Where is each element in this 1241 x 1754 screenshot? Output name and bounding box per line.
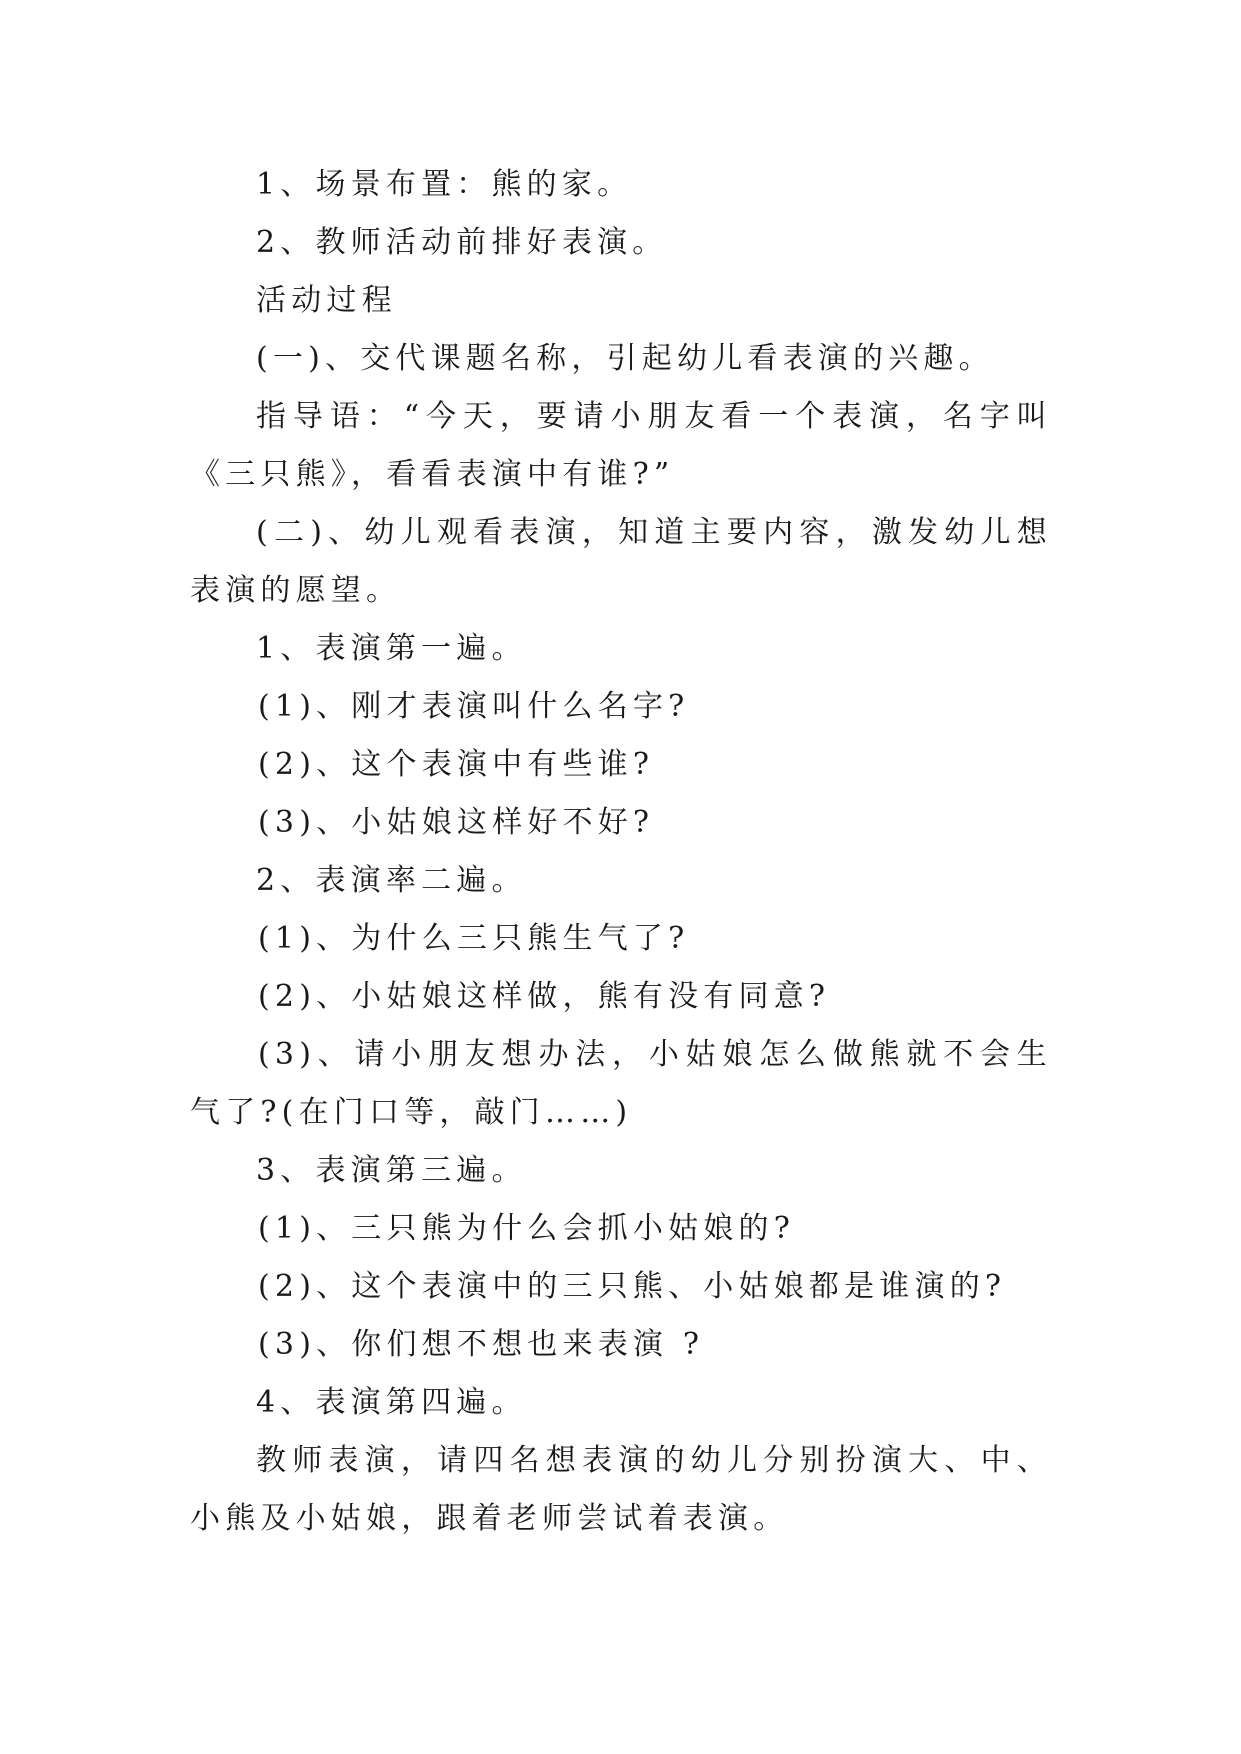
question-item: (2)、小姑娘这样做，熊有没有同意? xyxy=(258,979,831,1014)
question-item: (1)、刚才表演叫什么名字? xyxy=(258,689,690,724)
document-body xyxy=(190,156,1052,1548)
question-item: (2)、这个表演中有些谁? xyxy=(258,747,655,782)
question-item: (2)、这个表演中的三只熊、小姑娘都是谁演的? xyxy=(258,1269,1007,1304)
paragraph-performance-3: 3、表演第三遍。 xyxy=(256,1153,527,1188)
question-item: (1)、三只熊为什么会抓小姑娘的? xyxy=(258,1211,795,1246)
question-item: (3)、请小朋友想办法，小姑娘怎么做熊就不会生气了?(在门口等，敲门……) xyxy=(190,1037,1052,1130)
paragraph-teacher-prep: 2、教师活动前排好表演。 xyxy=(256,225,668,260)
paragraph-teacher-performance: 教师表演，请四名想表演的幼儿分别扮演大、中、小熊及小姑娘，跟着老师尝试着表演。 xyxy=(190,1443,1052,1536)
paragraph-setup-scene: 1、场景布置：熊的家。 xyxy=(256,167,633,202)
question-item: (1)、为什么三只熊生气了? xyxy=(258,921,690,956)
question-item: (3)、小姑娘这样好不好? xyxy=(258,805,655,840)
paragraph-performance-4: 4、表演第四遍。 xyxy=(256,1385,527,1420)
paragraph-guide-words: 指导语：“今天，要请小朋友看一个表演，名字叫《三只熊》，看看表演中有谁?” xyxy=(190,399,1052,492)
paragraph-performance-2: 2、表演率二遍。 xyxy=(256,863,527,898)
paragraph-step-two: (二)、幼儿观看表演，知道主要内容，激发幼儿想表演的愿望。 xyxy=(190,515,1052,608)
question-item: (3)、你们想不想也来表演 ? xyxy=(258,1327,705,1362)
paragraph-step-one: (一)、交代课题名称，引起幼儿看表演的兴趣。 xyxy=(256,341,994,376)
section-heading-activity-process: 活动过程 xyxy=(256,283,397,318)
paragraph-performance-1: 1、表演第一遍。 xyxy=(256,631,527,666)
